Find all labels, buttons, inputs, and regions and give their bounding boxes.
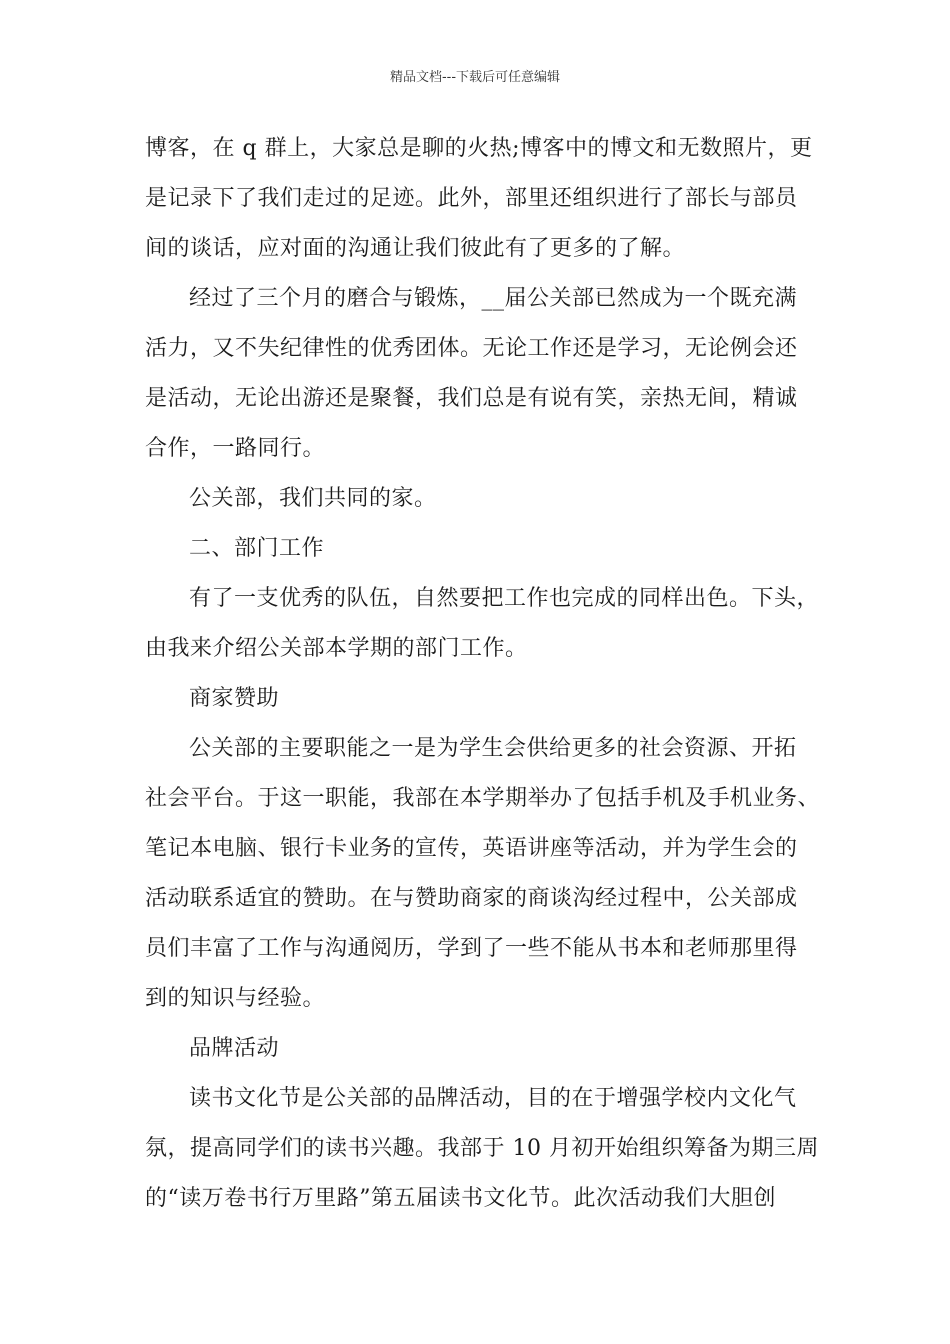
text-line: 合作，一路同行。 (145, 436, 326, 461)
text-line: 氛，提高同学们的读书兴趣。我部于 10 月初开始组织筹备为期三周 (145, 1136, 819, 1161)
text-line: 是活动，无论出游还是聚餐，我们总是有说有笑，亲热无间，精诚 (145, 386, 798, 411)
page-header: 精品文档---下载后可任意编辑 (389, 70, 561, 85)
text-line: 公关部的主要职能之一是为学生会供给更多的社会资源、开拓 (189, 736, 797, 761)
subsection-heading: 商家赞助 (189, 686, 280, 711)
text-line: 活力，又不失纪律性的优秀团体。无论工作还是学习，无论例会还 (145, 336, 798, 361)
text-line: 活动联系适宜的赞助。在与赞助商家的商谈沟经过程中，公关部成 (145, 886, 798, 911)
text-line: 由我来介绍公关部本学期的部门工作。 (145, 636, 528, 661)
text-line: 笔记本电脑、银行卡业务的宣传，英语讲座等活动，并为学生会的 (145, 836, 798, 861)
text-line: 读书文化节是公关部的品牌活动，目的在于增强学校内文化气 (189, 1086, 797, 1111)
document-body (145, 124, 821, 1224)
text-line: 经过了三个月的磨合与锻炼，__届公关部已然成为一个既充满 (189, 286, 798, 311)
text-line: 公关部，我们共同的家。 (189, 486, 437, 511)
text-line: 员们丰富了工作与沟通阅历，学到了一些不能从书本和老师那里得 (145, 936, 798, 961)
text-line: 有了一支优秀的队伍，自然要把工作也完成的同样出色。下头， (189, 586, 820, 611)
text-line: 社会平台。于这一职能，我部在本学期举办了包括手机及手机业务、 (145, 786, 821, 811)
text-line: 博客，在 q 群上，大家总是聊的火热;博客中的博文和无数照片，更 (145, 136, 813, 161)
text-line: 是记录下了我们走过的足迹。此外，部里还组织进行了部长与部员 (145, 186, 798, 211)
text-line: 到的知识与经验。 (145, 986, 326, 1011)
subsection-heading: 品牌活动 (189, 1036, 280, 1061)
section-heading: 二、部门工作 (189, 536, 325, 561)
text-line: 间的谈话，应对面的沟通让我们彼此有了更多的了解。 (145, 236, 686, 261)
text-line: 的“读万卷书行万里路”第五届读书文化节。此次活动我们大胆创 (145, 1186, 776, 1211)
